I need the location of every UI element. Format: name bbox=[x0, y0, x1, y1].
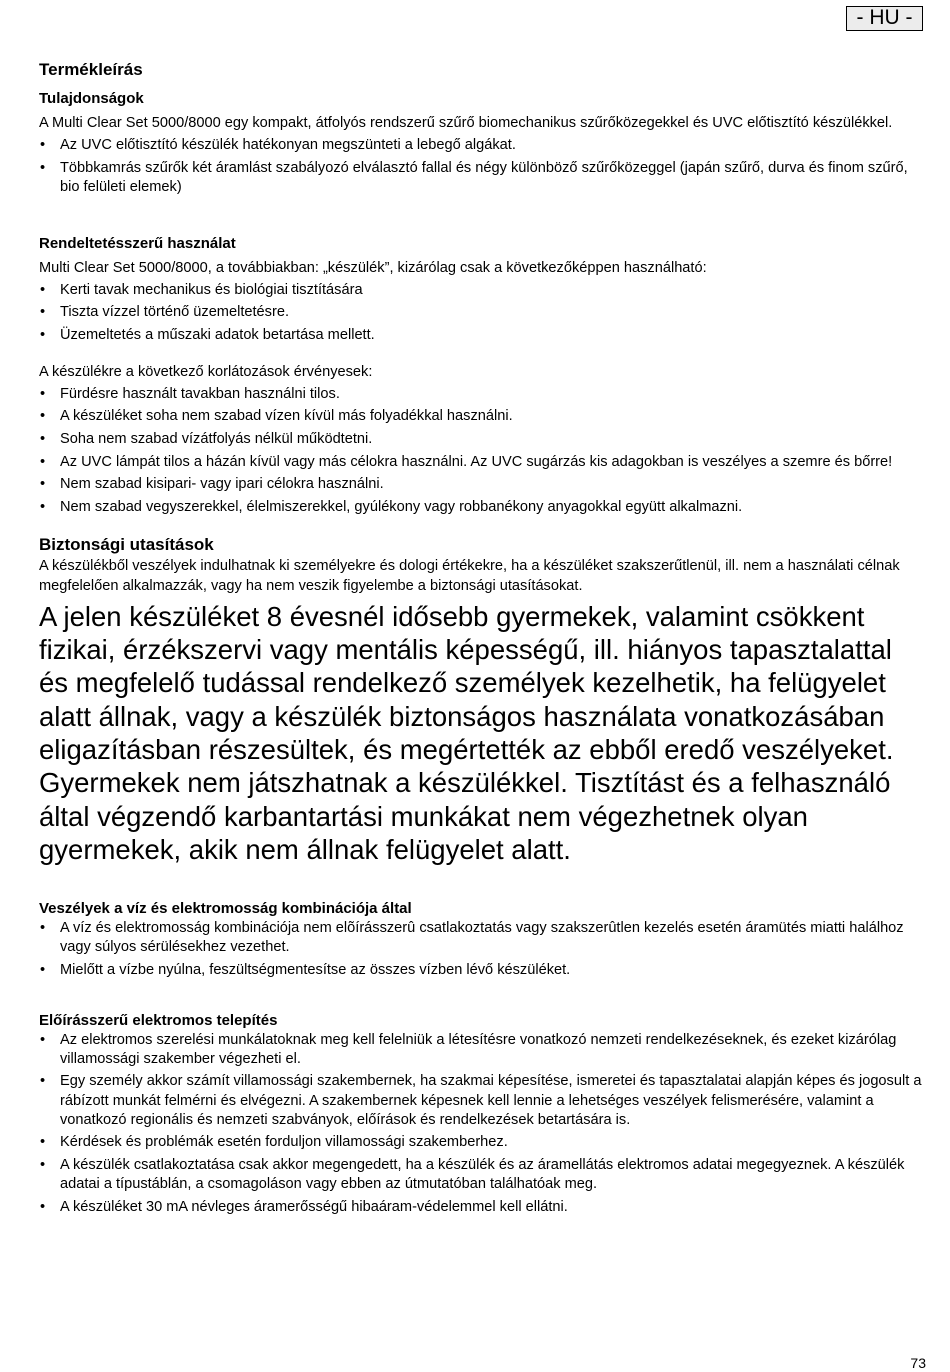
list-item: • Az UVC lámpát tilos a házán kívül vagy más célokra használni. Az UVC sugárzás kis adagokban is veszélyes a szemre és bőrre! bbox=[39, 453, 925, 472]
list-item: • Nem szabad vegyszerekkel, élelmiszerekkel, gyúlékony vagy robbanékony anyagokkal együtt alkalmazni. bbox=[39, 498, 925, 517]
safety-intro: A készülékből veszélyek indulhatnak ki személyekre és dologi értékekre, ha a készüléket szakszerűtlenül, ill. nem a használati célnak megfelelően alkalmazzák, vagy ha nem veszik figyelembe a biztonsági utasításokat. bbox=[39, 558, 900, 594]
restrictions-intro: A készülékre a következő korlátozások érvényesek: bbox=[39, 363, 373, 380]
restrictions-list bbox=[39, 385, 925, 517]
section-title-intended-use: Rendeltetésszerű használat bbox=[39, 234, 236, 252]
list-item: • Üzemeltetés a műszaki adatok betartása mellett. bbox=[39, 326, 925, 345]
language-badge: - HU - bbox=[846, 6, 923, 31]
product-bullet-list bbox=[39, 136, 925, 197]
list-item: • Többkamrás szűrők két áramlást szabályozó elválasztó fallal és négy különböző szűrőközeggel (japán szűrő, durva és finom szűrő, bio felületi elemek) bbox=[39, 159, 925, 197]
children-safety-notice: A jelen készüléket 8 évesnél idősebb gyermekek, valamint csökkent fizikai, érzékszervi vagy mentális képességű, ill. hiányos tapasztalattal és megfelelő tudással rendelkező személyek kezelhetik, ha felügyelet alatt állnak, vagy a készülék biztonságos használata vonatkozásában eligazításban részesültek, és megértették az ebből eredő veszélyeket. Gyermekek nem játszhatnak a készülékkel. Tisztítást és a felhasználó által végzendő karbantartási munkákat nem végezhetnek olyan gyermekek, akik nem állnak felügyelet alatt. bbox=[39, 600, 894, 865]
subsection-title-properties: Tulajdonságok bbox=[39, 90, 144, 107]
list-item: • Mielőtt a vízbe nyúlna, feszültségmentesítse az összes vízben lévő készüléket. bbox=[39, 961, 925, 980]
list-item: • Egy személy akkor számít villamossági szakembernek, ha szakmai képesítése, ismeretei és tapasztalatai alapján képes és jogosult a rábízott munkát felmérni és elvégezni. A szakembernek képesnek kell lennie a lehetséges veszélyek felismerésére, valamint a vonatkozó regionális és nemzeti szabványok, előírások és rendelkezések betartására is. bbox=[39, 1072, 925, 1130]
list-item: • A víz és elektromosság kombinációja nem elõírásszerû csatlakoztatás vagy szakszerûtlen kezelés esetén áramütés miatti halálhoz vagy súlyos sérülésekhez vezethet. bbox=[39, 919, 925, 957]
list-item: • Az elektromos szerelési munkálatoknak meg kell felelniük a létesítésre vonatkozó nemzeti rendelkezéseknek, és ezeket kizárólag villamossági szakember végezheti el. bbox=[39, 1031, 925, 1069]
list-item: • A készüléket 30 mA névleges áramerősségű hibaáram-védelemmel kell ellátni. bbox=[39, 1198, 925, 1217]
list-item: • A készüléket soha nem szabad vízen kívül más folyadékkal használni. bbox=[39, 407, 925, 426]
list-item: • A készülék csatlakoztatása csak akkor megengedett, ha a készülék és az áramellátás elektromos adatai megegyeznek. A készülék adatai a típustáblán, a csomagoláson vagy ebben az útmutatóban találhatóak meg. bbox=[39, 1156, 925, 1194]
intended-use-list bbox=[39, 281, 925, 345]
section-title-product: Termékleírás bbox=[39, 60, 143, 79]
page-number: 73 bbox=[910, 1355, 926, 1371]
product-intro: A Multi Clear Set 5000/8000 egy kompakt, átfolyós rendszerű szűrő biomechanikus szűrőközegekkel és UVC előtisztító készülékkel. bbox=[39, 115, 893, 131]
section-title-water-electricity: Veszélyek a víz és elektromosság kombinációja által bbox=[39, 900, 412, 918]
installation-list bbox=[39, 1031, 925, 1217]
intended-use-intro: Multi Clear Set 5000/8000, a továbbiakban: „készülék”, kizárólag csak a következőképpen használható: bbox=[39, 259, 707, 276]
water-electricity-list bbox=[39, 919, 925, 980]
list-item: • Kérdések és problémák esetén forduljon villamossági szakemberhez. bbox=[39, 1133, 925, 1152]
section-title-safety: Biztonsági utasítások bbox=[39, 535, 214, 555]
list-item: • Nem szabad kisipari- vagy ipari célokra használni. bbox=[39, 475, 925, 494]
list-item: • Tiszta vízzel történő üzemeltetésre. bbox=[39, 303, 925, 322]
list-item: • Az UVC előtisztító készülék hatékonyan megszünteti a lebegő algákat. bbox=[39, 136, 925, 155]
list-item: • Soha nem szabad vízátfolyás nélkül működtetni. bbox=[39, 430, 925, 449]
section-title-installation: Előírásszerű elektromos telepítés bbox=[39, 1011, 278, 1029]
page-content bbox=[39, 60, 925, 1220]
list-item: • Kerti tavak mechanikus és biológiai tisztítására bbox=[39, 281, 925, 300]
list-item: • Fürdésre használt tavakban használni tilos. bbox=[39, 385, 925, 404]
